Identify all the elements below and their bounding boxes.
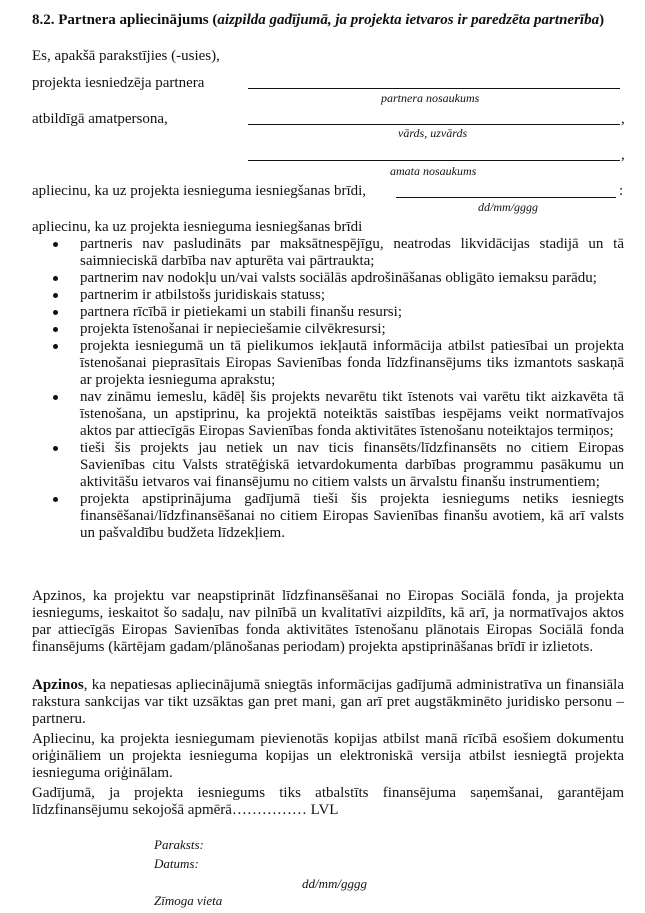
date-label: apliecinu, ka uz projekta iesnieguma iesniegšanas brīdi, [32, 183, 367, 199]
date-colon: : [619, 183, 624, 199]
paragraph-rejection-notice: Apzinos, ka projektu var neapstiprināt līdzfinansēšanai no Eiropas Sociālā fonda, ja projekta iesniegums, ieskaitot šo sadaļu, nav pilnībā un kvalitatīvi aizpildīts, kā arī, ja normatīvajos aktos par attiecīgās Eiropas Savienības fonda aktivitātes īstenošanu plānotais Eiropas Sociālā fonda finansējums (kārtējam gadam/plānošanas periodam) projekta apstiprināšanas brīdī ir izlietots. [32, 588, 624, 655]
section-title-number: 8.2. Partnera apliecinājums ( [32, 12, 218, 28]
paragraph-sanctions-notice [32, 677, 624, 728]
list-item: partnerim ir atbilstošs juridiskais statuss; [32, 287, 624, 304]
list-item: tieši šis projekts jau netiek un nav ticis finansēts/līdzfinansēts no citiem Eiropas Savienības citu Valsts stratēģiskā ietvardokumenta darbības programmu pasākumu un aktivitāšu ietvaros vai finansējumu no citiem valsts un ārvalstu finanšu instrumentiem; [32, 440, 624, 491]
official-name-comma: , [621, 111, 625, 127]
list-item: partneris nav pasludināts par maksātnespējīgu, neatrodas likvidācijas stadijā un tā saimnieciskā darbība nav apturēta vai pārtraukta; [32, 236, 624, 270]
partner-label: projekta iesniedzēja partnera [32, 75, 205, 91]
list-item: partnerim nav nodokļu un/vai valsts sociālās apdrošināšanas obligāto iemaksu parādu; [32, 270, 624, 287]
official-label: atbildīgā amatpersona, [32, 111, 168, 127]
certification-list [32, 236, 624, 542]
date-line[interactable] [396, 197, 616, 198]
paragraph-sanctions-rest: , ka nepatiesas apliecinājumā sniegtās informācijas gadījumā administratīva un finansiāla rakstura sankcijas var tikt uzsāktas gan pret mani, gan arī pret augstākminēto juridisko personu – partneru. [32, 677, 624, 727]
paragraph-cofinancing-guarantee: Gadījumā, ja projekta iesniegums tiks atbalstīts finansējuma saņemšanai, garantējam līdzfinansējumu sekojošā apmērā…………… LVL [32, 785, 624, 818]
partner-name-line[interactable] [248, 88, 620, 89]
list-item: projekta apstiprinājuma gadījumā tieši šis projekta iesniegums netiks iesniegts finansēšanai/līdzfinansēšanai no citiem Eiropas Savienības finanšu avotiem, kā arī valsts un pašvaldību budžeta līdzekļiem. [32, 491, 624, 542]
section-title-note: aizpilda gadījumā, ja projekta ietvaros ir paredzēta partnerība [217, 12, 600, 28]
official-name-caption: vārds, uzvārds [398, 126, 468, 140]
section-title-close: ) [599, 12, 605, 28]
list-item: partnera rīcībā ir pietiekami un stabili finanšu resursi; [32, 304, 624, 321]
list-item: nav zināmu iemeslu, kādēļ šis projekts nevarētu tikt īstenots vai varētu tikt aizkavēta tā īstenošana, un apstiprinu, ka projektā noteiktās saistības iespējams veikt normatīvajos aktos par attiecīgās Eiropas Savienības fonda aktivitātes īstenošanu noteiktajos termiņos; [32, 389, 624, 440]
paragraph-copies-statement: Apliecinu, ka projekta iesniegumam pievienotās kopijas atbilst manā rīcībā esošiem dokumentu oriģināliem un projekta iesnieguma kopijas un elektroniskā versija atbilst iesniegtā projekta iesnieguma oriģinālam. [32, 731, 624, 781]
date-caption: dd/mm/gggg [478, 200, 538, 214]
partner-name-caption: partnera nosaukums [381, 91, 480, 105]
signature-date-format: dd/mm/gggg [302, 876, 367, 891]
list-item: projekta īstenošanai ir nepieciešamie cilvēkresursi; [32, 321, 624, 338]
paragraph-sanctions-lead: Apzinos [32, 677, 84, 693]
position-comma: , [621, 147, 625, 163]
stamp-place-label: Zīmoga vieta [154, 893, 223, 908]
section-title [32, 12, 624, 29]
signature-date-label: Datums: [154, 856, 199, 871]
position-caption: amata nosaukums [390, 164, 477, 178]
signature-label: Paraksts: [154, 837, 204, 852]
official-name-line[interactable] [248, 124, 620, 125]
intro-text: Es, apakšā parakstījies (-usies), [32, 48, 220, 64]
list-item: projekta iesniegumā un tā pielikumos iekļautā informācija atbilst patiesībai un projekta īstenošanai pieprasītais Eiropas Savienības fonda līdzfinansējums tiks izmantots saskaņā ar projekta iesnieguma aprakstu; [32, 338, 624, 389]
position-line[interactable] [248, 160, 620, 161]
certify-intro: apliecinu, ka uz projekta iesnieguma iesniegšanas brīdi [32, 219, 363, 235]
